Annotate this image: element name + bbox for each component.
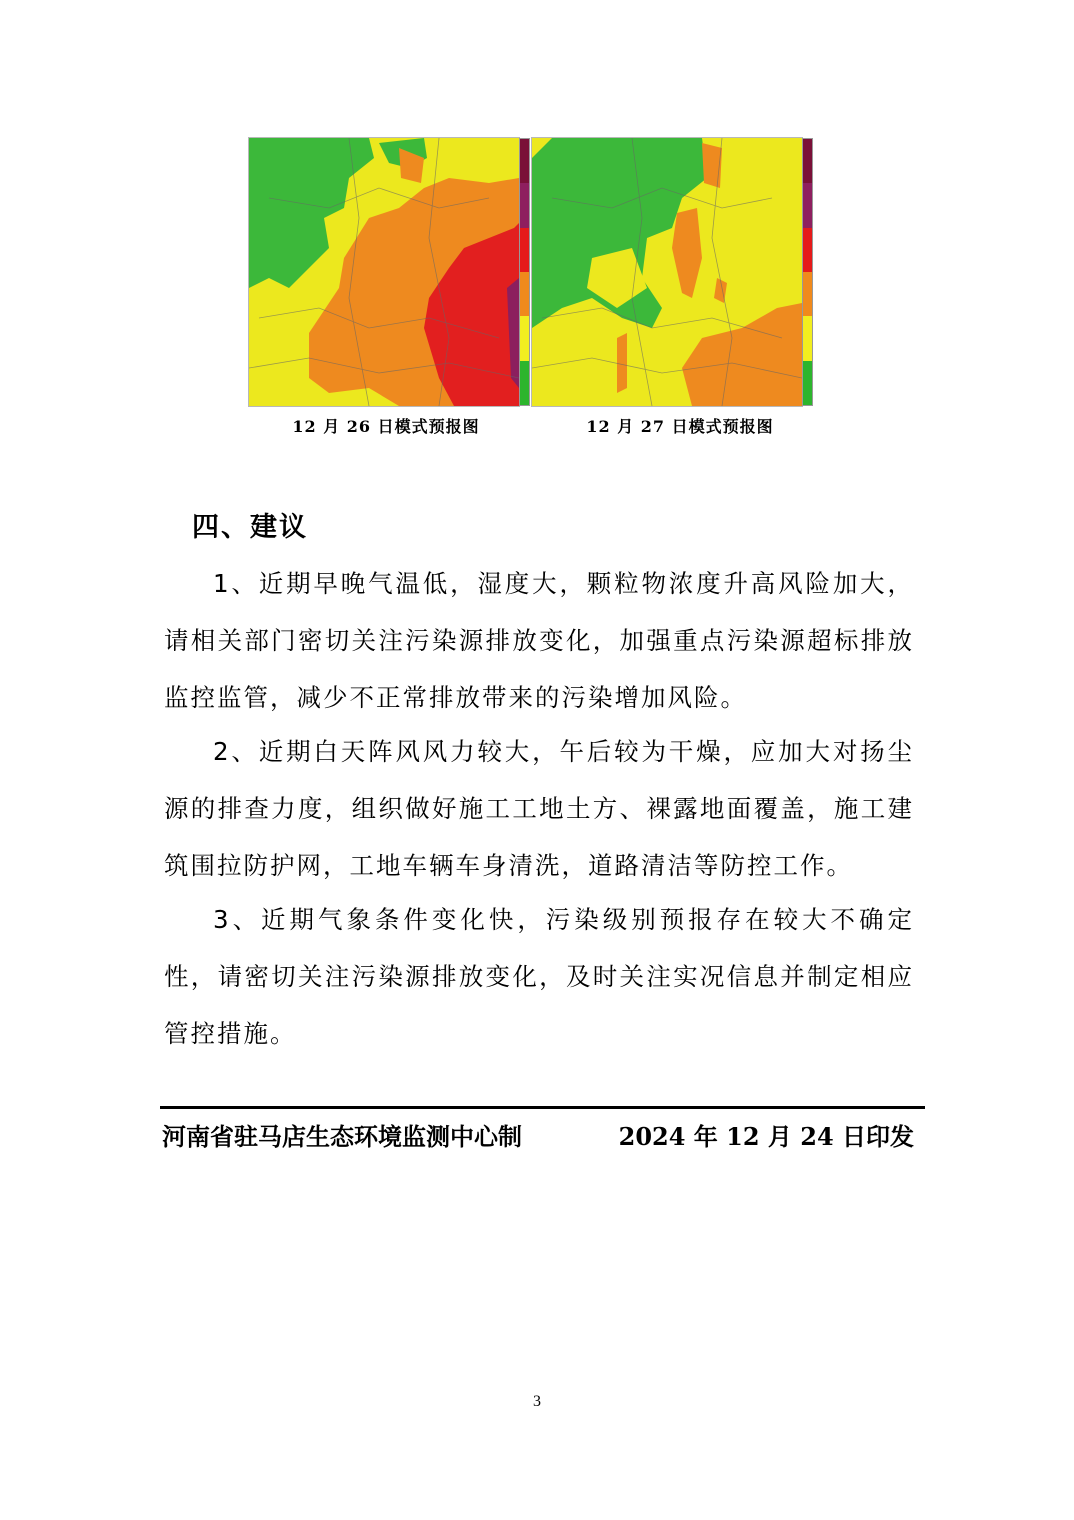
legend-bar-2 — [802, 138, 813, 406]
forecast-map-dec-27 — [531, 137, 803, 407]
forecast-map-dec-26-image — [249, 138, 519, 406]
legend-swatch-excellent — [803, 361, 812, 405]
legend-swatch-serious — [520, 139, 529, 183]
section-heading: 四、建议 — [192, 512, 308, 543]
legend-swatch-good — [803, 316, 812, 360]
legend-swatch-good — [520, 316, 529, 360]
legend-swatch-serious — [803, 139, 812, 183]
legend-swatch-excellent — [520, 361, 529, 405]
legend-swatch-heavy — [803, 183, 812, 227]
issue-date: 2024 年 12 月 24 日印发 — [618, 1122, 914, 1151]
legend-swatch-moderate — [803, 228, 812, 272]
legend-bar-1 — [519, 138, 530, 406]
figure-caption-1: 12 月 26 日模式预报图 — [292, 417, 480, 436]
page-number: 3 — [533, 1393, 541, 1410]
forecast-map-dec-26 — [248, 137, 520, 407]
legend-swatch-light — [520, 272, 529, 316]
legend-swatch-heavy — [520, 183, 529, 227]
forecast-map-dec-27-image — [532, 138, 802, 406]
paragraph-2: 2、近期白天阵风风力较大，午后较为干燥，应加大对扬尘源的排查力度，组织做好施工工地土方、裸露地面覆盖，施工建筑围拉防护网，工地车辆车身清洗，道路清洁等防控工作。 — [164, 737, 914, 880]
issuing-organization: 河南省驻马店生态环境监测中心制 — [162, 1122, 522, 1151]
legend-swatch-moderate — [520, 228, 529, 272]
paragraph-1: 1、近期早晚气温低，湿度大，颗粒物浓度升高风险加大，请相关部门密切关注污染源排放变化，加强重点污染源超标排放监控监管，减少不正常排放带来的污染增加风险。 — [164, 569, 914, 712]
figure-caption-2: 12 月 27 日模式预报图 — [586, 417, 774, 436]
footer-rule — [160, 1106, 925, 1109]
legend-swatch-light — [803, 272, 812, 316]
paragraph-3: 3、近期气象条件变化快，污染级别预报存在较大不确定性，请密切关注污染源排放变化，及时关注实况信息并制定相应管控措施。 — [164, 905, 914, 1048]
